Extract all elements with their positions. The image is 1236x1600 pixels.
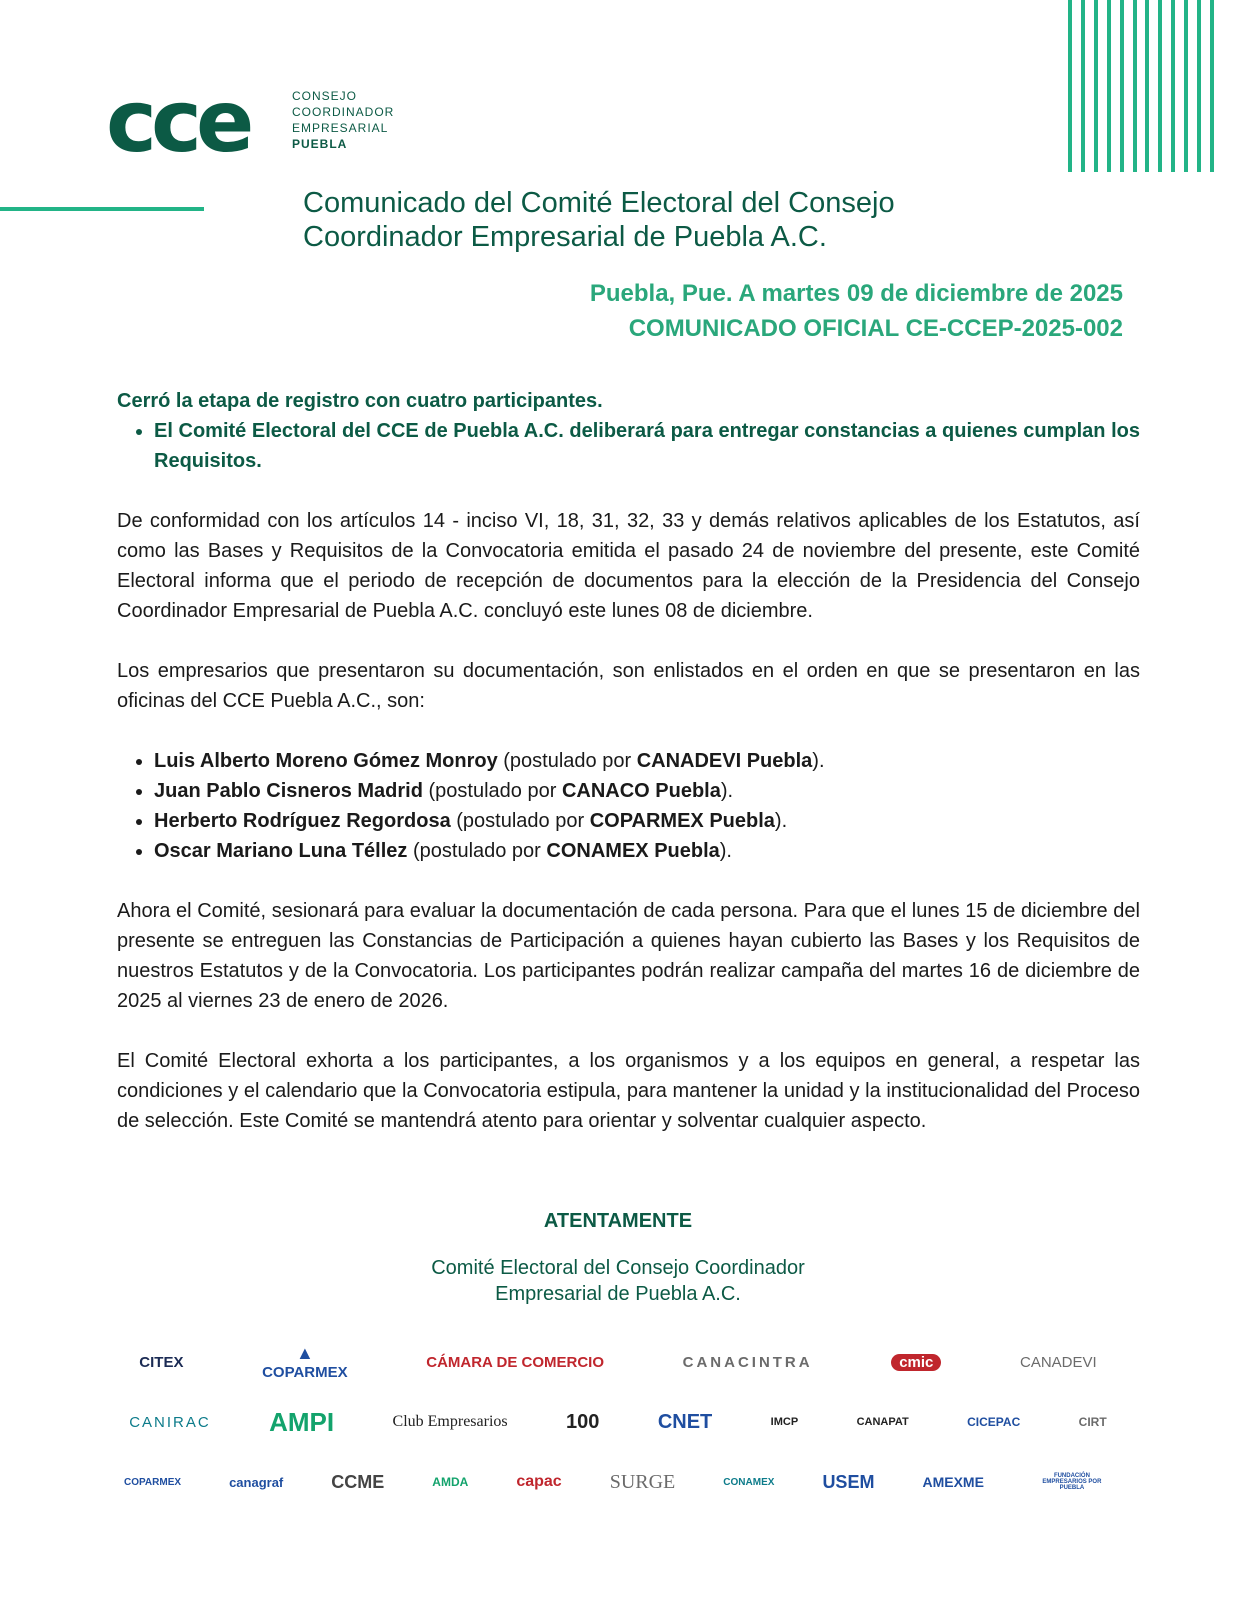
logo-canadevi: CANADEVI — [1020, 1353, 1097, 1371]
headline-bullet: • El Comité Electoral del CCE de Puebla A.C. deliberará para entregar constancias a quienes cumplan los Requisitos. — [154, 416, 1140, 476]
paragraph-2: Los empresarios que presentaron su documentación, son enlistados en el orden en que se presentaron en las oficinas del CCE Puebla A.C., son: — [117, 660, 1140, 712]
paragraph-3: Ahora el Comité, sesionará para evaluar la documentación de cada persona. Para que el lunes 15 de diciembre del presente se entreguen las Constancias de Participación a quienes hayan cubierto las Bases y los Requisitos de nuestros Estatutos y de la Convocatoria. Los participantes podrán realizar campaña del martes 16 de diciembre de 2025 al viernes 23 de enero de 2026. — [117, 900, 1140, 1012]
logo-surge: SURGE — [609, 1470, 676, 1493]
signature: Comité Electoral del Consejo Coordinador Empresarial de Puebla A.C. — [431, 1257, 805, 1305]
logo-cicepac: CICEPAC — [967, 1415, 1021, 1429]
logo-canirac: CANIRAC — [129, 1413, 211, 1431]
headline-bullets — [117, 416, 1140, 476]
list-item: • Oscar Mariano Luna Téllez (postulado por CONAMEX Puebla). — [154, 836, 1140, 866]
closing-attentively: ATENTAMENTE — [543, 1210, 693, 1232]
logo-fundacion: FUNDACIÓN EMPRESARIOS POR PUEBLA — [1042, 1473, 1102, 1491]
logo-club-empresarios: Club Empresarios — [392, 1413, 508, 1430]
logo-citex: CITEX — [139, 1353, 184, 1371]
logo-amexme: AMEXME — [922, 1474, 984, 1490]
logo-usem: USEM — [822, 1471, 875, 1492]
paragraph-4: El Comité Electoral exhorta a los participantes, a los organismos y a los equipos en general, a respetar las condiciones y el calendario que la Convocatoria estipula, para mantener la unidad y la institucionalidad del Proceso de selección. Este Comité se mantendrá atento para orientar y solventar cualquier aspecto. — [117, 1050, 1140, 1132]
date-line: Puebla, Pue. A martes 09 de diciembre de 2025 — [589, 280, 1123, 307]
cce-logo-text: CONSEJO COORDINADOR EMPRESARIAL PUEBLA — [292, 89, 395, 151]
page-title: Comunicado del Comité Electoral del Consejo Coordinador Empresarial de Puebla A.C. — [303, 187, 895, 253]
logo-canagraf: canagraf — [229, 1474, 284, 1490]
logo-capac: capac — [516, 1473, 562, 1490]
logo-camara-comercio: CÁMARA DE COMERCIO — [426, 1353, 605, 1371]
date-block — [590, 276, 1123, 346]
logo-cirt: CIRT — [1078, 1415, 1107, 1429]
cce-logo — [106, 72, 406, 172]
official-number: COMUNICADO OFICIAL CE-CCEP-2025-002 — [628, 315, 1123, 342]
logo-canacintra: CANACINTRA — [682, 1353, 813, 1371]
headline: Cerró la etapa de registro con cuatro participantes. — [117, 390, 603, 412]
logo-imcp: IMCP — [770, 1416, 799, 1428]
header-stripes — [1068, 0, 1214, 172]
logo-row-3 — [100, 1456, 1136, 1508]
logo-ampi: AMPI — [269, 1406, 335, 1437]
member-logos — [100, 1336, 1136, 1516]
candidate-list — [117, 746, 1140, 866]
list-item: • Luis Alberto Moreno Gómez Monroy (postulado por CANADEVI Puebla). — [154, 746, 1140, 776]
logo-row-2 — [100, 1396, 1136, 1448]
header-rule — [0, 207, 204, 211]
logo-row-1 — [100, 1336, 1136, 1388]
logo-coparmex-2: COPARMEX — [124, 1476, 182, 1488]
logo-ccme: CCME — [331, 1471, 385, 1492]
logo-conamex: CONAMEX — [723, 1476, 775, 1488]
logo-amda: AMDA — [432, 1475, 469, 1489]
communique-body — [117, 386, 1140, 1136]
list-item: • Juan Pablo Cisneros Madrid (postulado por CANACO Puebla). — [154, 776, 1140, 806]
cce-logo-mark: cce — [106, 72, 249, 172]
list-item: • Herberto Rodríguez Regordosa (postulado por COPARMEX Puebla). — [154, 806, 1140, 836]
logo-100: 100 — [566, 1410, 600, 1433]
logo-cmic: cmic — [891, 1354, 941, 1371]
logo-cnet: CNET — [657, 1410, 713, 1433]
paragraph-1: De conformidad con los artículos 14 - inciso VI, 18, 31, 32, 33 y demás relativos aplicables de los Estatutos, así como las Bases y Requisitos de la Convocatoria emitida el pasado 24 de noviembre del presente, este Comité Electoral informa que el periodo de recepción de documentos para la elección de la Presidencia del Consejo Coordinador Empresarial de Puebla A.C. concluyó este lunes 08 de diciembre. — [117, 510, 1140, 622]
logo-coparmex: ▲ COPARMEX — [262, 1343, 348, 1381]
logo-canapat: CANAPAT — [856, 1416, 909, 1428]
